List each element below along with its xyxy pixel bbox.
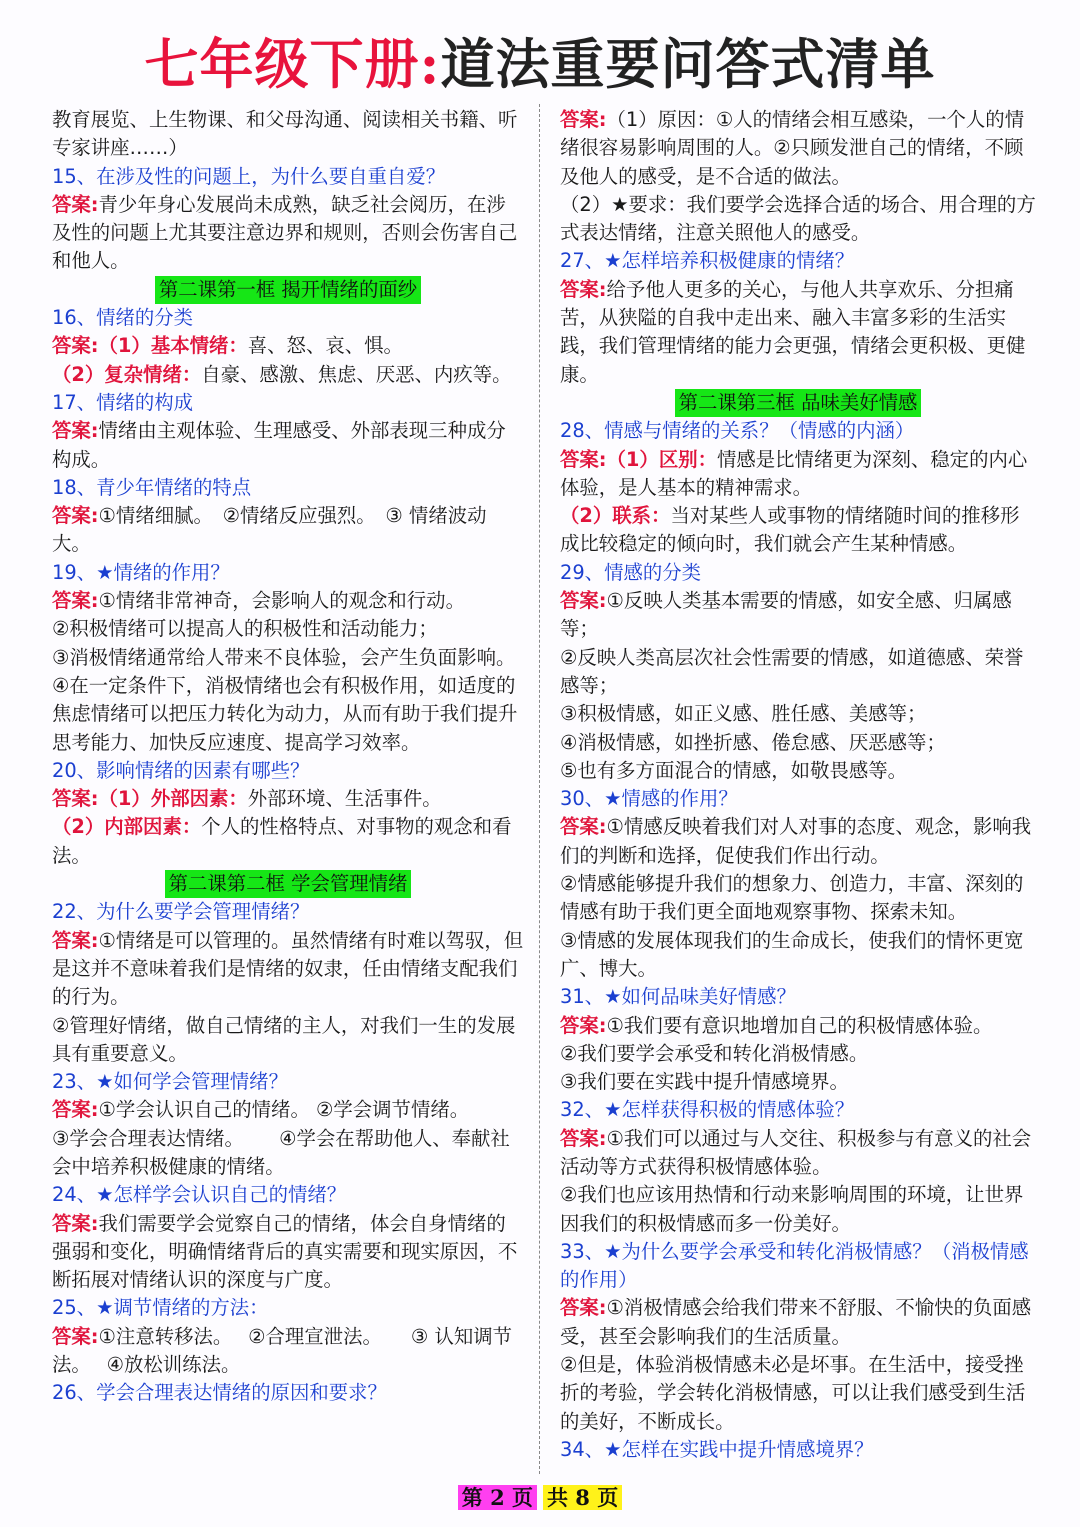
continued-text: 教育展览、上生物课、和父母沟通、阅读相关书籍、听专家讲座……） [52, 108, 518, 160]
question-33: 33、★为什么要学会承受和转化消极情感？（消极情感的作用） [560, 1239, 1029, 1292]
answer-22-1: 答案:①情绪是可以管理的。虽然情绪有时难以驾驭，但是这并不意味着我们是情绪的奴隶，任由情绪支配我们的行为。 [52, 928, 524, 1009]
answer-27: 答案:给予他人更多的关心，与他人共享欢乐、分担痛苦，从狭隘的自我中走出来、融入丰富多彩的生活实践，我们管理情绪的能力会更强，情绪会更积极、更健康。 [560, 277, 1026, 386]
question-17: 17、情绪的构成 [52, 390, 194, 414]
title-grade: 七年级下册: [144, 32, 441, 96]
left-column [52, 106, 524, 1408]
answer-28-1: 答案:（1）区别：情感是比情绪更为深刻、稳定的内心体验，是人基本的精神需求。 [560, 447, 1028, 499]
question-27: 27、★怎样培养积极健康的情绪？ [560, 249, 855, 273]
answer-22-2: ②管理好情绪，做自己情绪的主人，对我们一生的发展具有重要意义。 [52, 1013, 516, 1065]
page-total: 共 8 页 [543, 1485, 622, 1510]
question-19: 19、★情绪的作用？ [52, 560, 230, 584]
question-22: 22、为什么要学会管理情绪？ [52, 900, 310, 924]
answer-29-3: ③积极情感，如正义感、胜任感、美感等； [560, 702, 927, 726]
answer-30-1: 答案:①情感反映着我们对人对事的态度、观念，影响我们的判断和选择，促使我们作出行动。 [560, 815, 1032, 867]
answer-24: 答案:我们需要学会觉察自己的情绪，体会自身情绪的强弱和变化，明确情绪背后的真实需要和现实原因，不断拓展对情绪认识的深度与广度。 [52, 1211, 518, 1292]
answer-30-3: ③情感的发展体现我们的生命成长，使我们的情怀更宽广、博大。 [560, 928, 1024, 980]
answer-31-3: ③我们要在实践中提升情感境界。 [560, 1070, 849, 1094]
question-30: 30、★情感的作用？ [560, 787, 738, 811]
question-24: 24、★怎样学会认识自己的情绪？ [52, 1183, 347, 1207]
answer-16-2: （2）复杂情绪：自豪、感激、焦虑、厌恶、内疚等。 [52, 362, 512, 386]
answer-26-2: （2）★要求：我们要学会选择合适的场合、用合理的方式表达情绪，注意关照他人的感受。 [560, 192, 1036, 245]
answer-label: 答案: [52, 192, 99, 216]
question-28: 28、情感与情绪的关系？（情感的内涵） [560, 419, 915, 443]
question-20: 20、影响情绪的因素有哪些？ [52, 758, 310, 782]
question-29: 29、情感的分类 [560, 560, 702, 584]
answer-19-4: ④在一定条件下，消极情绪也会有积极作用，如适度的焦虑情绪可以把压力转化为动力，从而有助于我们提升思考能力、加快反应速度、提高学习效率。 [52, 673, 518, 754]
page-footer [0, 1482, 1080, 1512]
answer-25: 答案:①注意转移法。 ②合理宣泄法。 ③ 认知调节法。 ④放松训练法。 [52, 1324, 513, 1377]
answer-19-2: ②积极情绪可以提高人的积极性和活动能力； [52, 617, 438, 641]
right-column [560, 106, 1036, 1464]
question-34: 34、★怎样在实践中提升情感境界？ [560, 1437, 874, 1461]
question-16: 16、情绪的分类 [52, 306, 194, 330]
section-heading: 第二课第一框 揭开情绪的面纱 [52, 276, 524, 304]
answer-30-2: ②情感能够提升我们的想象力、创造力，丰富、深刻的情感有助于我们更全面地观察事物、探索未知。 [560, 872, 1024, 924]
answer-29-1: 答案:①反映人类基本需要的情感，如安全感、归属感等； [560, 589, 1012, 641]
answer-20-2: （2）内部因素：个人的性格特点、对事物的观念和看法。 [52, 815, 512, 867]
answer-33-1: 答案:①消极情感会给我们带来不舒服、不愉快的负面感受，甚至会影响我们的生活质量。 [560, 1296, 1032, 1348]
answer-29-5: ⑤也有多方面混合的情感，如敬畏感等。 [560, 758, 908, 782]
answer-19-1: 答案:①情绪非常神奇，会影响人的观念和行动。 [52, 589, 465, 613]
question-32: 32、★怎样获得积极的情感体验？ [560, 1098, 855, 1122]
answer-15: 答案:青少年身心发展尚未成熟，缺乏社会阅历，在涉及性的问题上尤其要注意边界和规则，否则会伤害自己和他人。 [52, 192, 518, 273]
section-heading: 第二课第二框 学会管理情绪 [52, 870, 524, 898]
question-31: 31、★如何品味美好情感？ [560, 985, 796, 1009]
answer-23-2: ③学会合理表达情绪。 ④学会在帮助他人、奉献社会中培养积极健康的情绪。 [52, 1126, 510, 1178]
question-18: 18、青少年情绪的特点 [52, 475, 252, 499]
answer-33-2: ②但是，体验消极情感未必是坏事。在生活中，接受挫折的考验，学会转化消极情感，可以让我们感受到生活的美好，不断成长。 [560, 1353, 1026, 1433]
answer-17: 答案:情绪由主观体验、生理感受、外部表现三种成分构成。 [52, 419, 506, 471]
answer-19-3: ③消极情绪通常给人带来不良体验，会产生负面影响。 [52, 645, 516, 669]
page-number: 第 2 页 [458, 1485, 537, 1510]
answer-18: 答案:①情绪细腻。 ②情绪反应强烈。 ③ 情绪波动大。 [52, 504, 487, 556]
section-heading: 第二课第三框 品味美好情感 [560, 389, 1036, 417]
answer-32-1: 答案:①我们可以通过与人交往、积极参与有意义的社会活动等方式获得积极情感体验。 [560, 1126, 1032, 1178]
answer-29-2: ②反映人类高层次社会性需要的情感，如道德感、荣誉感等； [560, 645, 1024, 697]
page-title [0, 22, 1080, 99]
question-26: 26、学会合理表达情绪的原因和要求？ [52, 1381, 387, 1405]
answer-29-4: ④消极情感，如挫折感、倦怠感、厌恶感等； [560, 730, 946, 754]
answer-23-1: 答案:①学会认识自己的情绪。 ②学会调节情绪。 [52, 1098, 470, 1122]
title-subject: 道法重要问答式清单 [440, 32, 936, 96]
answer-32-2: ②我们也应该用热情和行动来影响周围的环境，让世界因我们的积极情感而多一份美好。 [560, 1183, 1024, 1235]
question-15: 15、在涉及性的问题上，为什么要自重自爱？ [52, 164, 446, 188]
answer-16-1: 答案:（1）基本情绪：喜、怒、哀、惧。 [52, 334, 403, 358]
answer-31-1: 答案:①我们要有意识地增加自己的积极情感体验。 [560, 1013, 993, 1037]
answer-20-1: 答案:（1）外部因素：外部环境、生活事件。 [52, 787, 442, 811]
answer-28-2: （2）联系：当对某些人或事物的情绪随时间的推移形成比较稳定的倾向时，我们就会产生某种情感。 [560, 504, 1020, 556]
question-25: 25、★调节情绪的方法： [52, 1296, 269, 1320]
column-divider [539, 104, 540, 1474]
answer-31-2: ②我们要学会承受和转化消极情感。 [560, 1041, 869, 1065]
question-23: 23、★如何学会管理情绪？ [52, 1070, 288, 1094]
answer-26-1: 答案:（1）原因：①人的情绪会相互感染，一个人的情绪很容易影响周围的人。②只顾发泄自己的情绪，不顾及他人的感受，是不合适的做法。 [560, 108, 1025, 188]
